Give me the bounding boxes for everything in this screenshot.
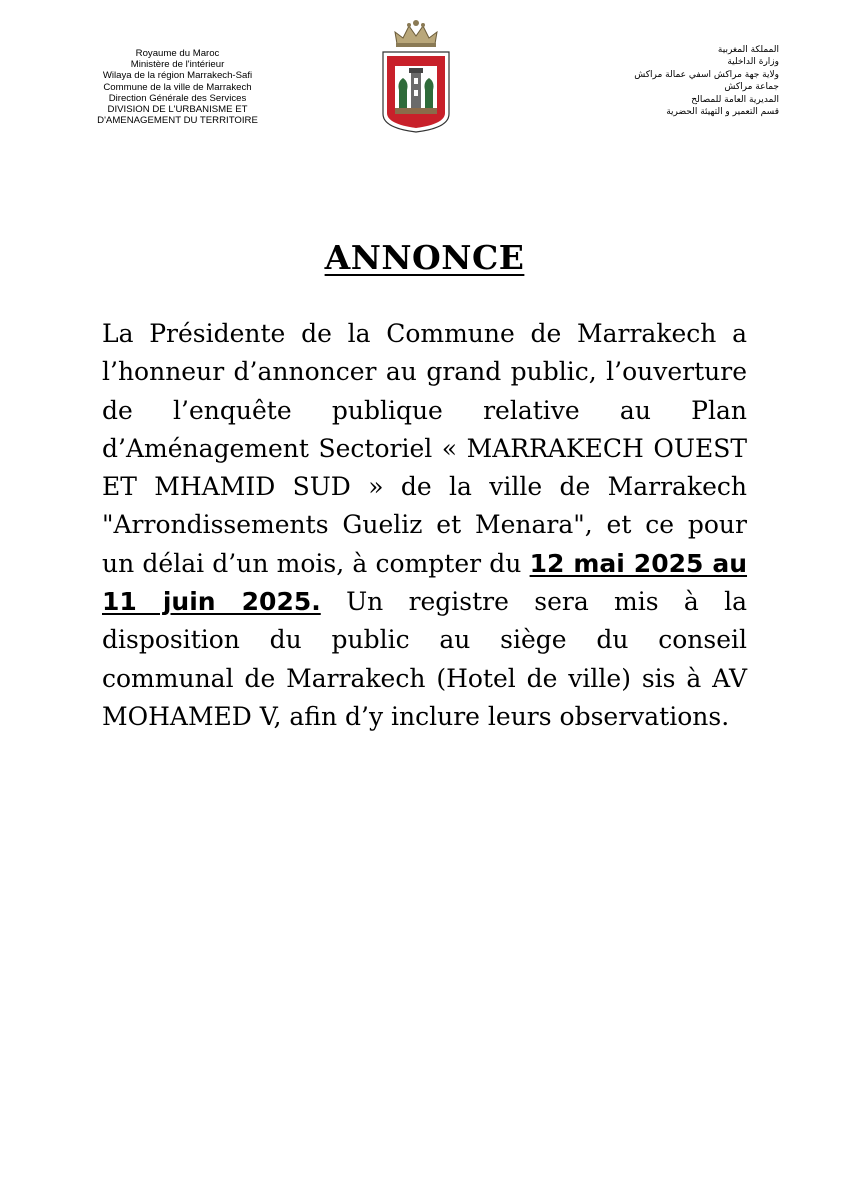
date-range: 12 mai 2025 au 11 juin 2025. bbox=[102, 548, 748, 617]
body-intro: La Présidente de la Commune de Marrakech a l’honneur d’annoncer au grand public, l’ouverture de l’enquête publique relative au Plan d’Aménagement Sectoriel « MARRAKECH OUEST ET MHAMID SUD » de la ville de Marrakech "Arrondissements Gueliz et Menara", et ce pour un délai d’un mois, à compter du bbox=[102, 319, 747, 578]
header-line: المملكة المغربية bbox=[717, 45, 779, 55]
header-line: Commune de la ville de Marrakech bbox=[103, 81, 252, 93]
header-french bbox=[80, 48, 275, 126]
header-line: جماعة مراكش bbox=[724, 82, 779, 93]
body-outro: Un registre sera mis à la disposition du public au siège du conseil communal de Marrakech (Hotel de ville) sis à AV MOHAMED V, afin d’y inclure leurs observations. bbox=[102, 587, 748, 731]
header-line: Wilaya de la région Marrakech-Safi bbox=[102, 70, 253, 82]
header-arabic bbox=[549, 44, 779, 118]
coat-of-arms-icon bbox=[373, 14, 459, 134]
header-line: ولاية جهة مراكش اسفي عمالة مراكش bbox=[634, 69, 779, 80]
header-line: Royaume du Maroc bbox=[135, 48, 220, 59]
header-line: DIVISION DE L'URBANISME ET bbox=[107, 104, 248, 116]
announcement-title bbox=[0, 238, 849, 277]
header-line: قسم التعمير و التهيئة الحضرية bbox=[666, 107, 779, 118]
header-line: المديرية العامة للمصالح bbox=[691, 94, 779, 105]
announcement-body bbox=[102, 315, 747, 736]
header-line: وزارة الداخلية bbox=[727, 57, 779, 68]
header-line: Direction Générale des Services bbox=[108, 92, 247, 104]
header-line: D'AMENAGEMENT DU TERRITOIRE bbox=[97, 115, 258, 127]
crown-icon bbox=[395, 20, 437, 47]
title-text: ANNONCE bbox=[324, 238, 525, 277]
header-line: Ministère de l'intérieur bbox=[130, 59, 225, 71]
